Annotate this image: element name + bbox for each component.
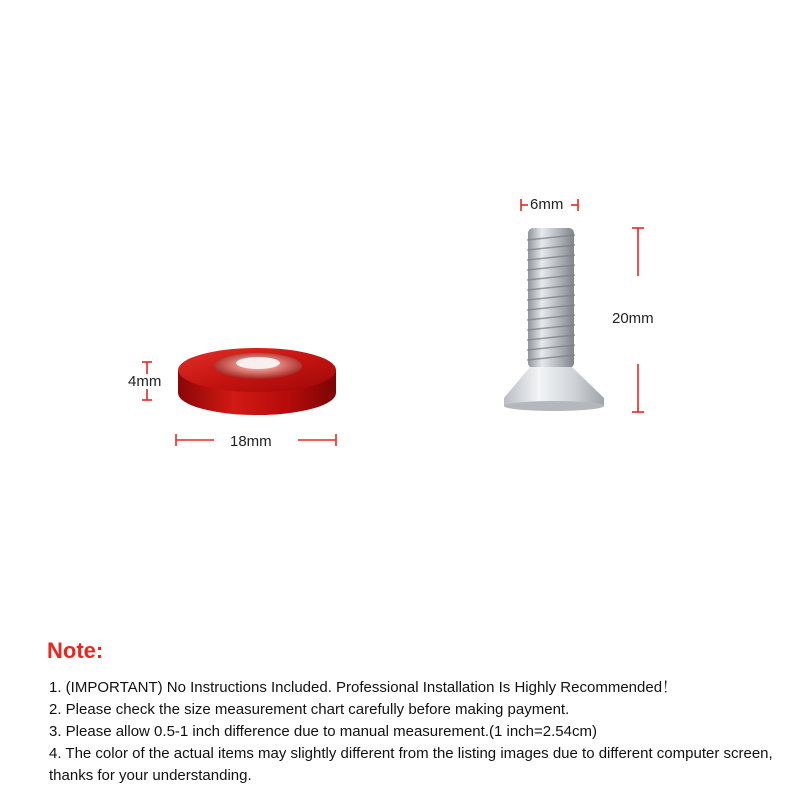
washer-diameter-label: 18mm xyxy=(230,433,272,450)
note-list xyxy=(49,677,779,787)
screw-length-label: 20mm xyxy=(612,310,654,327)
screw-head xyxy=(504,367,604,406)
note-item: 4. The color of the actual items may slightly different from the listing images due to different computer screen, thanks for your understanding. xyxy=(49,745,773,784)
note-item: 3. Please allow 0.5-1 inch difference due to manual measurement.(1 inch=2.54cm) xyxy=(49,723,597,740)
screw-diameter-label: 6mm xyxy=(530,196,564,213)
washer-illustration xyxy=(170,335,345,425)
washer-hole xyxy=(236,357,280,369)
screw-illustration xyxy=(500,222,610,414)
note-item: 1. (IMPORTANT) No Instructions Included. Professional Installation Is Highly Recommended！ xyxy=(49,679,678,696)
note-item: 2. Please check the size measurement chart carefully before making payment. xyxy=(49,701,570,718)
note-title: Note: xyxy=(47,638,104,663)
washer-thickness-label: 4mm xyxy=(128,373,162,390)
